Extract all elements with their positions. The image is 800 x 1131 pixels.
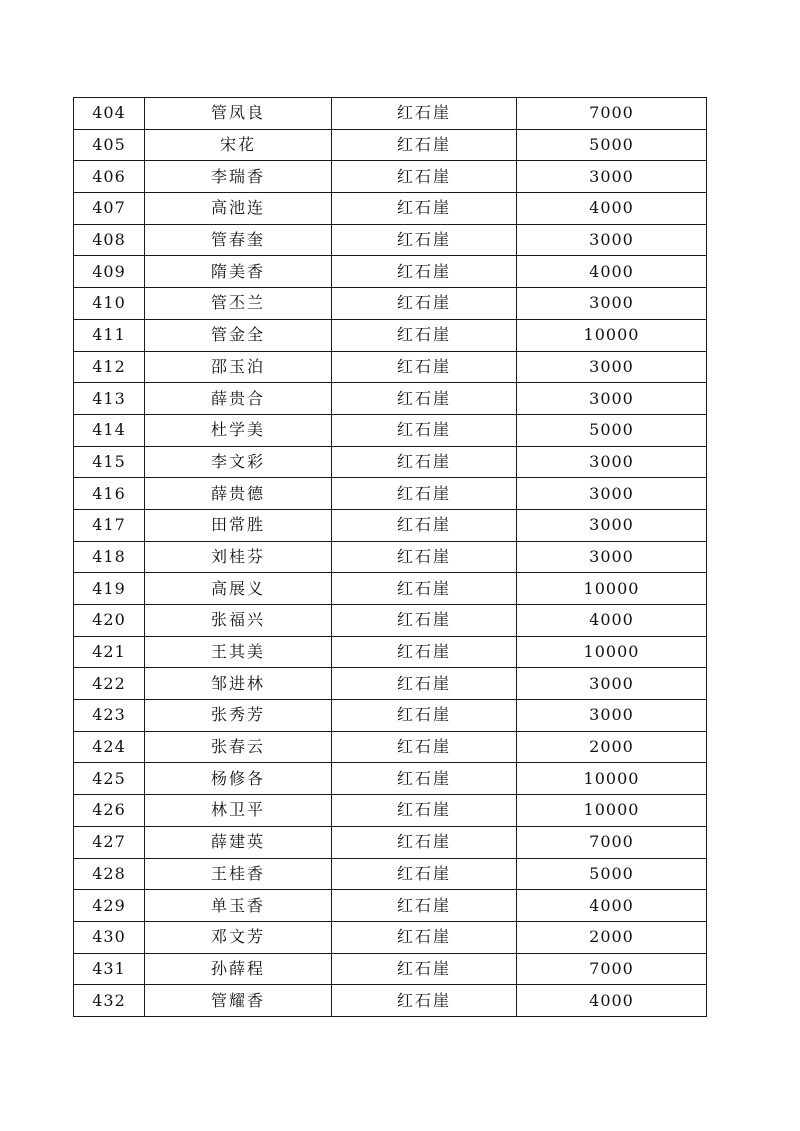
amount-cell: 3000 xyxy=(517,288,707,320)
row-number-cell: 409 xyxy=(74,256,145,288)
village-cell: 红石崖 xyxy=(332,858,517,890)
village-cell: 红石崖 xyxy=(332,795,517,827)
row-number-cell: 419 xyxy=(74,573,145,605)
row-number-cell: 414 xyxy=(74,414,145,446)
person-name-cell: 张福兴 xyxy=(145,605,332,637)
person-name-cell: 邵玉泊 xyxy=(145,351,332,383)
amount-cell: 7000 xyxy=(517,98,707,130)
row-number-cell: 416 xyxy=(74,478,145,510)
person-name-cell: 管丕兰 xyxy=(145,288,332,320)
person-name-cell: 林卫平 xyxy=(145,795,332,827)
village-cell: 红石崖 xyxy=(332,541,517,573)
amount-cell: 10000 xyxy=(517,319,707,351)
village-cell: 红石崖 xyxy=(332,383,517,415)
amount-cell: 3000 xyxy=(517,351,707,383)
table-row xyxy=(74,541,707,573)
row-number-cell: 412 xyxy=(74,351,145,383)
person-name-cell: 李文彩 xyxy=(145,446,332,478)
row-number-cell: 424 xyxy=(74,731,145,763)
person-name-cell: 孙薛程 xyxy=(145,953,332,985)
village-cell: 红石崖 xyxy=(332,193,517,225)
village-cell: 红石崖 xyxy=(332,826,517,858)
row-number-cell: 413 xyxy=(74,383,145,415)
amount-cell: 10000 xyxy=(517,636,707,668)
person-name-cell: 杜学美 xyxy=(145,414,332,446)
amount-cell: 3000 xyxy=(517,224,707,256)
village-cell: 红石崖 xyxy=(332,446,517,478)
amount-cell: 3000 xyxy=(517,161,707,193)
person-name-cell: 刘桂芬 xyxy=(145,541,332,573)
roster-table xyxy=(73,97,707,1017)
table-row xyxy=(74,256,707,288)
person-name-cell: 李瑞香 xyxy=(145,161,332,193)
person-name-cell: 杨修各 xyxy=(145,763,332,795)
row-number-cell: 404 xyxy=(74,98,145,130)
village-cell: 红石崖 xyxy=(332,351,517,383)
table-row xyxy=(74,826,707,858)
table-row xyxy=(74,288,707,320)
table-row xyxy=(74,446,707,478)
amount-cell: 5000 xyxy=(517,129,707,161)
person-name-cell: 宋花 xyxy=(145,129,332,161)
person-name-cell: 管凤良 xyxy=(145,98,332,130)
table-row xyxy=(74,700,707,732)
table-row xyxy=(74,636,707,668)
row-number-cell: 432 xyxy=(74,985,145,1017)
person-name-cell: 高展义 xyxy=(145,573,332,605)
table-row xyxy=(74,795,707,827)
row-number-cell: 429 xyxy=(74,890,145,922)
person-name-cell: 薛贵合 xyxy=(145,383,332,415)
amount-cell: 2000 xyxy=(517,731,707,763)
amount-cell: 4000 xyxy=(517,193,707,225)
village-cell: 红石崖 xyxy=(332,288,517,320)
table-row xyxy=(74,383,707,415)
table-row xyxy=(74,161,707,193)
person-name-cell: 薛贵德 xyxy=(145,478,332,510)
person-name-cell: 高池连 xyxy=(145,193,332,225)
person-name-cell: 王其美 xyxy=(145,636,332,668)
amount-cell: 10000 xyxy=(517,763,707,795)
table-row xyxy=(74,890,707,922)
village-cell: 红石崖 xyxy=(332,509,517,541)
person-name-cell: 邓文芳 xyxy=(145,921,332,953)
village-cell: 红石崖 xyxy=(332,668,517,700)
amount-cell: 2000 xyxy=(517,921,707,953)
amount-cell: 3000 xyxy=(517,509,707,541)
row-number-cell: 420 xyxy=(74,605,145,637)
row-number-cell: 422 xyxy=(74,668,145,700)
amount-cell: 7000 xyxy=(517,953,707,985)
row-number-cell: 427 xyxy=(74,826,145,858)
person-name-cell: 管春奎 xyxy=(145,224,332,256)
table-row xyxy=(74,985,707,1017)
person-name-cell: 王桂香 xyxy=(145,858,332,890)
amount-cell: 4000 xyxy=(517,605,707,637)
village-cell: 红石崖 xyxy=(332,763,517,795)
amount-cell: 3000 xyxy=(517,541,707,573)
village-cell: 红石崖 xyxy=(332,414,517,446)
village-cell: 红石崖 xyxy=(332,161,517,193)
table-row xyxy=(74,858,707,890)
table-row xyxy=(74,763,707,795)
table-row xyxy=(74,509,707,541)
amount-cell: 3000 xyxy=(517,383,707,415)
amount-cell: 3000 xyxy=(517,478,707,510)
table-row xyxy=(74,921,707,953)
village-cell: 红石崖 xyxy=(332,921,517,953)
person-name-cell: 张秀芳 xyxy=(145,700,332,732)
village-cell: 红石崖 xyxy=(332,636,517,668)
village-cell: 红石崖 xyxy=(332,700,517,732)
row-number-cell: 411 xyxy=(74,319,145,351)
person-name-cell: 管金全 xyxy=(145,319,332,351)
table-row xyxy=(74,98,707,130)
table-row xyxy=(74,478,707,510)
table-row xyxy=(74,573,707,605)
village-cell: 红石崖 xyxy=(332,605,517,637)
amount-cell: 10000 xyxy=(517,573,707,605)
village-cell: 红石崖 xyxy=(332,573,517,605)
table-row xyxy=(74,319,707,351)
row-number-cell: 417 xyxy=(74,509,145,541)
row-number-cell: 410 xyxy=(74,288,145,320)
amount-cell: 3000 xyxy=(517,446,707,478)
roster-table-body xyxy=(74,98,707,1017)
village-cell: 红石崖 xyxy=(332,731,517,763)
table-row xyxy=(74,414,707,446)
village-cell: 红石崖 xyxy=(332,953,517,985)
row-number-cell: 421 xyxy=(74,636,145,668)
row-number-cell: 430 xyxy=(74,921,145,953)
village-cell: 红石崖 xyxy=(332,256,517,288)
amount-cell: 4000 xyxy=(517,890,707,922)
amount-cell: 3000 xyxy=(517,700,707,732)
person-name-cell: 单玉香 xyxy=(145,890,332,922)
row-number-cell: 425 xyxy=(74,763,145,795)
village-cell: 红石崖 xyxy=(332,129,517,161)
person-name-cell: 隋美香 xyxy=(145,256,332,288)
amount-cell: 5000 xyxy=(517,414,707,446)
village-cell: 红石崖 xyxy=(332,224,517,256)
person-name-cell: 邹进林 xyxy=(145,668,332,700)
amount-cell: 3000 xyxy=(517,668,707,700)
person-name-cell: 薛建英 xyxy=(145,826,332,858)
row-number-cell: 408 xyxy=(74,224,145,256)
row-number-cell: 406 xyxy=(74,161,145,193)
table-row xyxy=(74,668,707,700)
table-row xyxy=(74,731,707,763)
row-number-cell: 407 xyxy=(74,193,145,225)
table-row xyxy=(74,129,707,161)
village-cell: 红石崖 xyxy=(332,98,517,130)
table-row xyxy=(74,953,707,985)
person-name-cell: 管耀香 xyxy=(145,985,332,1017)
table-row xyxy=(74,605,707,637)
amount-cell: 7000 xyxy=(517,826,707,858)
village-cell: 红石崖 xyxy=(332,985,517,1017)
row-number-cell: 431 xyxy=(74,953,145,985)
table-row xyxy=(74,351,707,383)
amount-cell: 10000 xyxy=(517,795,707,827)
row-number-cell: 405 xyxy=(74,129,145,161)
village-cell: 红石崖 xyxy=(332,319,517,351)
table-row xyxy=(74,193,707,225)
village-cell: 红石崖 xyxy=(332,478,517,510)
row-number-cell: 423 xyxy=(74,700,145,732)
amount-cell: 4000 xyxy=(517,985,707,1017)
amount-cell: 4000 xyxy=(517,256,707,288)
table-row xyxy=(74,224,707,256)
row-number-cell: 415 xyxy=(74,446,145,478)
row-number-cell: 428 xyxy=(74,858,145,890)
row-number-cell: 426 xyxy=(74,795,145,827)
person-name-cell: 田常胜 xyxy=(145,509,332,541)
amount-cell: 5000 xyxy=(517,858,707,890)
row-number-cell: 418 xyxy=(74,541,145,573)
village-cell: 红石崖 xyxy=(332,890,517,922)
person-name-cell: 张春云 xyxy=(145,731,332,763)
